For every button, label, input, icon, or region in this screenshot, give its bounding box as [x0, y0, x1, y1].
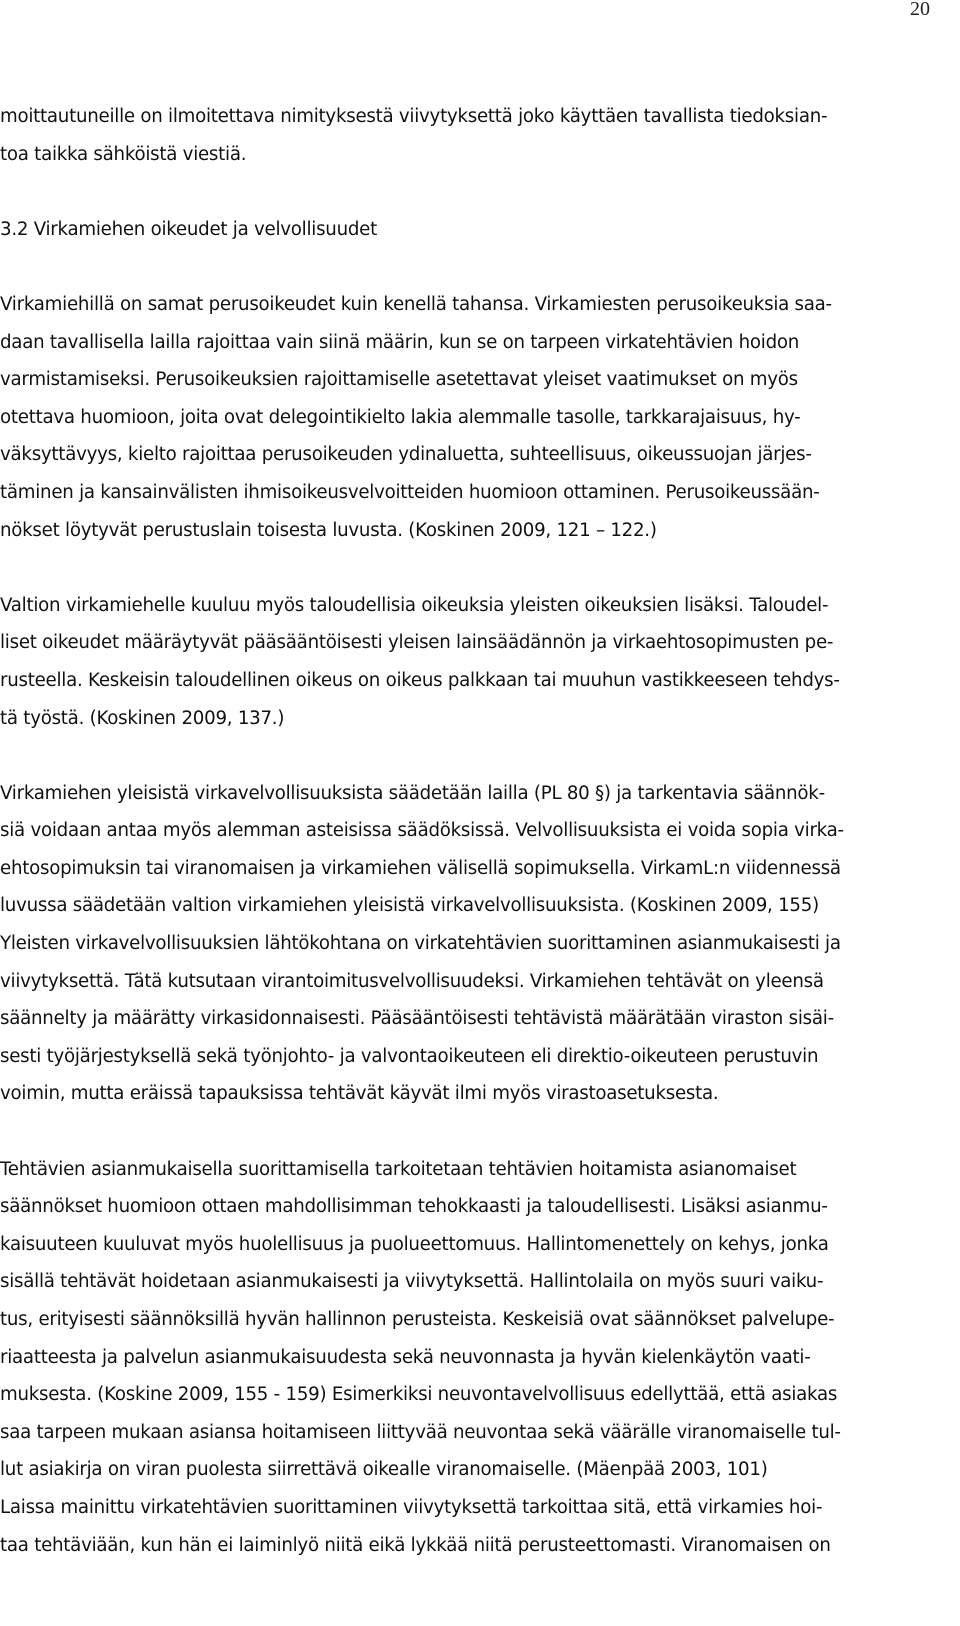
paragraph-basic-rights — [0, 286, 935, 549]
paragraph-proper-execution — [0, 1151, 935, 1565]
page-number: 20 — [910, 0, 930, 20]
paragraph-spacer — [0, 248, 935, 286]
text-line: riaatteesta ja palvelun asianmukaisuudesta sekä neuvonnasta ja hyvän kielenkäytön vaati- — [0, 1346, 811, 1368]
text-line: säännökset huomioon ottaen mahdollisimman tehokkaasti ja taloudellisesti. Lisäksi asianmu- — [0, 1196, 828, 1218]
text-line: tus, erityisesti säännöksillä hyvän hallinnon perusteista. Keskeisiä ovat säännökset palvelupe- — [0, 1309, 835, 1330]
text-line: varmistamiseksi. Perusoikeuksien rajoittamiselle asetettavat yleiset vaatimukset on myös — [0, 369, 798, 391]
text-line: täminen ja kansainvälisten ihmisoikeusvelvoitteiden huomioon ottaminen. Perusoikeussään- — [0, 481, 820, 503]
text-line: luvussa säädetään valtion virkamiehen yleisistä virkavelvollisuuksista. (Koskinen 2009, 155) — [0, 895, 819, 917]
text-line: liset oikeudet määräytyvät pääsääntöisesti yleisen lainsäädännön ja virkaehtosopimusten pe- — [0, 632, 834, 654]
text-line: Virkamiehillä on samat perusoikeudet kuin kenellä tahansa. Virkamiesten perusoikeuksia saa- — [0, 293, 832, 315]
paragraph-spacer — [0, 173, 935, 211]
text-line: tä työstä. (Koskinen 2009, 137.) — [0, 707, 285, 729]
text-line: viivytyksettä. Tätä kutsutaan virantoimitusvelvollisuudeksi. Virkamiehen tehtävät on yleensä — [0, 970, 824, 992]
text-line: kaisuuteen kuuluvat myös huolellisuus ja puolueettomuus. Hallintomenettely on kehys, jonka — [0, 1233, 829, 1255]
paragraph-spacer — [0, 1113, 935, 1151]
text-line: otettava huomioon, joita ovat delegointikielto lakia alemmalle tasolle, tarkkarajaisuus, hy- — [0, 406, 801, 428]
text-line: moittautuneille on ilmoitettava nimityksestä viivytyksettä joko käyttäen tavallista tiedoksian- — [0, 106, 828, 127]
text-line: daan tavallisella lailla rajoittaa vain siinä määrin, kun se on tarpeen virkatehtävien hoidon — [0, 331, 800, 353]
text-line: sesti työjärjestyksellä sekä työnjohto- ja valvontaoikeuteen eli direktio-oikeuteen perustuvin — [0, 1045, 819, 1067]
text-line: Tehtävien asianmukaisella suorittamisella tarkoitetaan tehtävien hoitamista asianomaiset — [0, 1158, 797, 1180]
text-line: lut asiakirja on viran puolesta siirrettävä oikealle viranomaiselle. (Mäenpää 2003, 101) — [0, 1459, 768, 1481]
text-line: Valtion virkamiehelle kuuluu myös taloudellisia oikeuksia yleisten oikeuksien lisäksi. Taloudel- — [0, 594, 829, 616]
text-line: säännelty ja määrätty virkasidonnaisesti. Pääsääntöisesti tehtävistä määrätään viraston sisäi- — [0, 1008, 834, 1030]
text-line: Virkamiehen yleisistä virkavelvollisuuksista säädetään lailla (PL 80 §) ja tarkentavia säännök- — [0, 782, 825, 804]
text-line: ehtosopimuksin tai viranomaisen ja virkamiehen välisellä sopimuksella. VirkamL:n viidennessä — [0, 857, 841, 879]
text-line: Yleisten virkavelvollisuuksien lähtökohtana on virkatehtävien suorittaminen asianmukaisesti ja — [0, 933, 841, 955]
paragraph-duties — [0, 775, 935, 1113]
paragraph-spacer — [0, 549, 935, 587]
text-line: väksyttävyys, kielto rajoittaa perusoikeuden ydinaluetta, suhteellisuus, oikeussuojan järjes- — [0, 444, 812, 466]
text-line: muksesta. (Koskine 2009, 155 - 159) Esimerkiksi neuvontavelvollisuus edellyttää, että asiakas — [0, 1384, 838, 1406]
text-line: toa taikka sähköistä viestiä. — [0, 143, 247, 165]
text-line: siä voidaan antaa myös alemman asteisissa säädöksissä. Velvollisuuksista ei voida sopia virka- — [0, 820, 844, 842]
paragraph-economic-rights — [0, 587, 935, 737]
text-line: nökset löytyvät perustuslain toisesta luvusta. (Koskinen 2009, 121 – 122.) — [0, 519, 657, 541]
text-line: voimin, mutta eräissä tapauksissa tehtävät käyvät ilmi myös virastoasetuksesta. — [0, 1083, 719, 1105]
text-line: taa tehtäviään, kun hän ei laiminlyö niitä eikä lykkää niitä perusteettomasti. Viranomaisen on — [0, 1534, 831, 1556]
paragraph-intro — [0, 98, 935, 173]
text-line: saa tarpeen mukaan asiansa hoitamiseen liittyvää neuvontaa sekä väärälle viranomaiselle tul- — [0, 1421, 841, 1443]
heading-text: 3.2 Virkamiehen oikeudet ja velvollisuudet — [0, 218, 377, 240]
paragraph-spacer — [0, 737, 935, 775]
document-body — [0, 98, 935, 1564]
section-heading — [0, 211, 935, 249]
text-line: sisällä tehtävät hoidetaan asianmukaisesti ja viivytyksettä. Hallintolaila on myös suuri vaiku- — [0, 1271, 824, 1293]
text-line: rusteella. Keskeisin taloudellinen oikeus on oikeus palkkaan tai muuhun vastikkeeseen tehdys- — [0, 669, 840, 691]
text-line: Laissa mainittu virkatehtävien suorittaminen viivytyksettä tarkoittaa sitä, että virkamies hoi- — [0, 1496, 823, 1518]
